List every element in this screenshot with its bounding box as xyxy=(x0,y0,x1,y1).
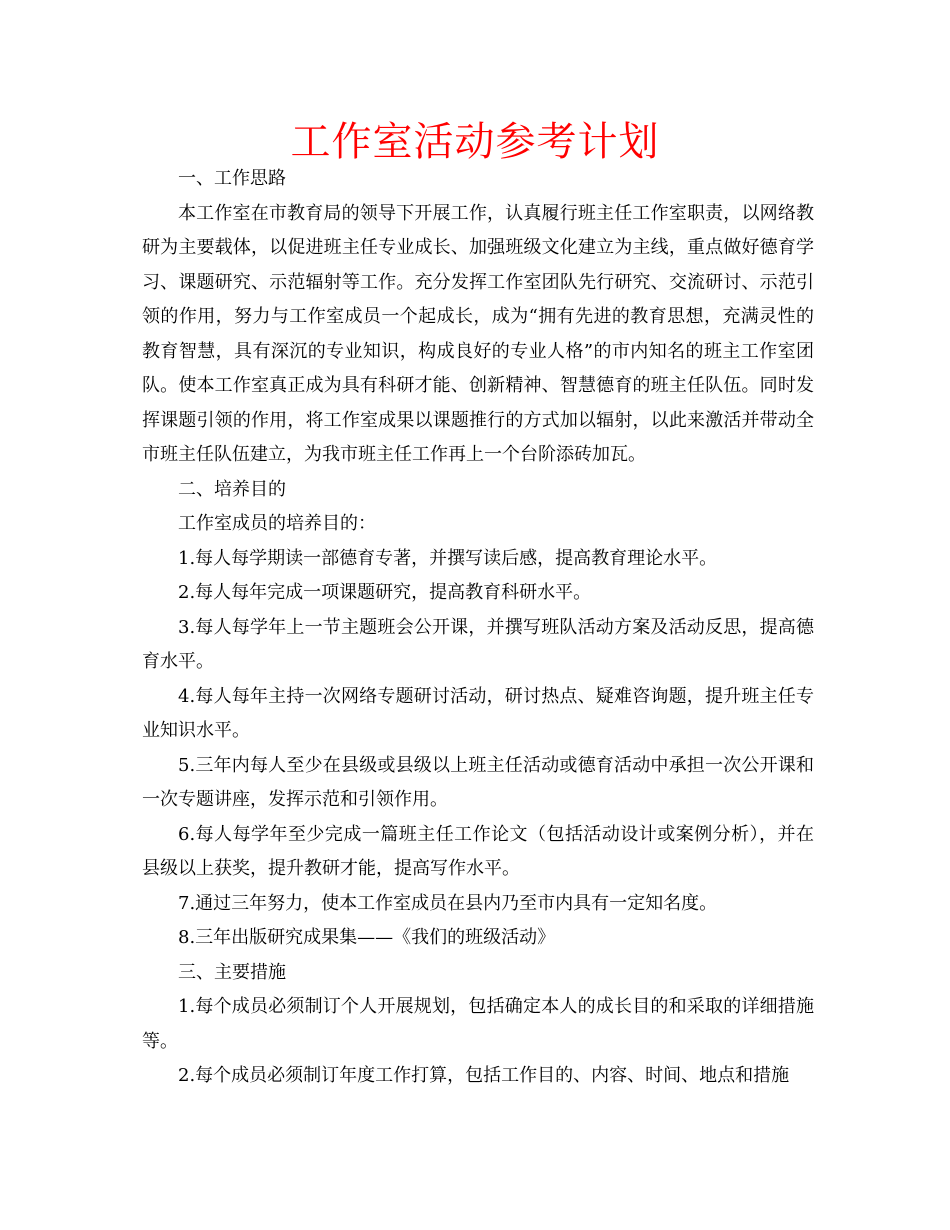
list-item-goal-3: 3.每人每学年上一节主题班会公开课，并撰写班队活动方案及活动反思，提高德育水平。 xyxy=(142,616,814,672)
paragraph-work-approach: 本工作室在市教育局的领导下开展工作，认真履行班主任工作室职责，以网络教研为主要载体，以促进班主任专业成长、加强班级文化建立为主线，重点做好德育学习、课题研究、示范辐射等工作。充分发挥工作室团队先行研究、交流研讨、示范引领的作用，努力与工作室成员一个起成长，成为“拥有先进的教育思想，充满灵性的教育智慧，具有深沉的专业知识，构成良好的专业人格”的市内知名的班主工作室团队。使本工作室真正成为具有科研才能、创新精神、智慧德育的班主任队伍。同时发挥课题引领的作用，将工作室成果以课题推行的方式加以辐射，以此来激活并带动全市班主任队伍建立，为我市班主任工作再上一个台阶添砖加瓦。 xyxy=(142,202,814,465)
section-heading-main-measures: 三、主要措施 xyxy=(178,961,286,983)
document-title: 工作室活动参考计划 xyxy=(290,119,660,165)
list-item-goal-8: 8.三年出版研究成果集——《我们的班级活动》 xyxy=(178,927,556,948)
list-item-goal-1: 1.每人每学期读一部德育专著，并撰写读后感，提高教育理论水平。 xyxy=(178,547,718,569)
list-item-measure-2: 2.每个成员必须制订年度工作打算，包括工作目的、内容、时间、地点和措施 xyxy=(178,1065,790,1086)
section-heading-training-goals: 二、培养目的 xyxy=(178,478,286,500)
paragraph-training-goals-intro: 工作室成员的培养目的： xyxy=(178,513,376,534)
document-body xyxy=(142,162,814,1094)
list-item-goal-5: 5.三年内每人至少在县级或县级以上班主任活动或德育活动中承担一次公开课和一次专题讲座，发挥示范和引领作用。 xyxy=(142,754,814,810)
list-item-goal-7: 7.通过三年努力，使本工作室成员在县内乃至市内具有一定知名度。 xyxy=(178,892,718,914)
list-item-goal-4: 4.每人每年主持一次网络专题研讨活动，研讨热点、疑难咨询题，提升班主任专业知识水平。 xyxy=(142,685,814,741)
list-item-goal-6: 6.每人每学年至少完成一篇班主任工作论文（包括活动设计或案例分析），并在县级以上获奖，提升教研才能，提高写作水平。 xyxy=(142,823,814,879)
list-item-goal-2: 2.每人每年完成一项课题研究，提高教育科研水平。 xyxy=(178,582,592,603)
section-heading-work-approach: 一、工作思路 xyxy=(178,168,286,189)
list-item-measure-1: 1.每个成员必须制订个人开展规划，包括确定本人的成长目的和采取的详细措施等。 xyxy=(142,996,814,1052)
